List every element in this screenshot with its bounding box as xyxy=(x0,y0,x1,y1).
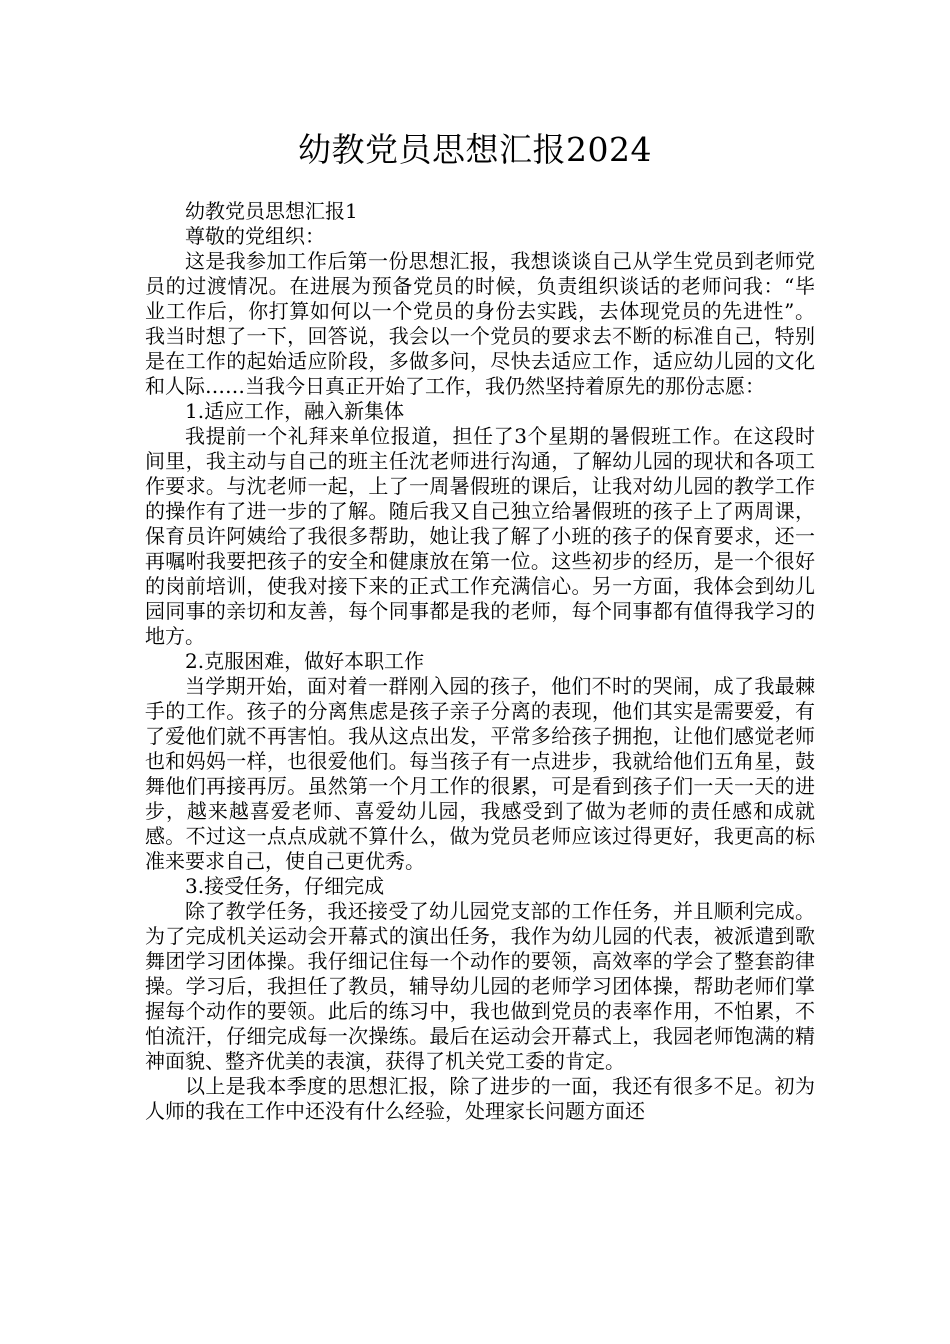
document-title: 幼教党员思想汇报2024 xyxy=(298,130,652,169)
report-subtitle: 幼教党员思想汇报1 xyxy=(185,199,358,223)
section-heading-1: 1.适应工作，融入新集体 xyxy=(185,399,405,423)
section-paragraph-3: 除了教学任务，我还接受了幼儿园党支部的工作任务，并且顺利完成。为了完成机关运动会开幕式的演出任务，我作为幼儿园的代表，被派遣到歌舞团学习团体操。我仔细记住每一个动作的要领，高效率的学会了整套韵律操。学习后，我担任了教员，辅导幼儿园的老师学习团体操，帮助老师们掌握每个动作的要领。此后的练习中，我也做到党员的表率作用，不怕累，不怕流汗，仔细完成每一次操练。最后在运动会开幕式上，我园老师饱满的精神面貌、整齐优美的表演，获得了机关党工委的肯定。 xyxy=(145,899,815,1073)
section-paragraph-1: 我提前一个礼拜来单位报道，担任了3个星期的暑假班工作。在这段时间里，我主动与自己的班主任沈老师进行沟通，了解幼儿园的现状和各项工作要求。与沈老师一起，上了一周暑假班的课后，让我对幼儿园的教学工作的操作有了进一步的了解。随后我又自己独立给暑假班的孩子上了两周课，保育员许阿姨给了我很多帮助，她让我了解了小班的孩子的保育要求，还一再嘱咐我要把孩子的安全和健康放在第一位。这些初步的经历，是一个很好的岗前培训，使我对接下来的正式工作充满信心。另一方面，我体会到幼儿园同事的亲切和友善，每个同事都是我的老师，每个同事都有值得我学习的地方。 xyxy=(145,424,815,648)
intro-paragraph: 这是我参加工作后第一份思想汇报，我想谈谈自己从学生党员到老师党员的过渡情况。在进展为预备党员的时候，负责组织谈话的老师问我：“毕业工作后，你打算如何以一个党员的身份去实践，去体现党员的先进性”。我当时想了一下，回答说，我会以一个党员的要求去不断的标准自己，特别是在工作的起始适应阶段，多做多问，尽快去适应工作，适应幼儿园的文化和人际……当我今日真正开始了工作，我仍然坚持着原先的那份志愿： xyxy=(145,249,815,398)
section-heading-3: 3.接受任务，仔细完成 xyxy=(185,874,385,898)
section-heading-2: 2.克服困难，做好本职工作 xyxy=(185,649,425,673)
closing-paragraph: 以上是我本季度的思想汇报，除了进步的一面，我还有很多不足。初为人师的我在工作中还没有什么经验，处理家长问题方面还 xyxy=(145,1074,815,1123)
document-body xyxy=(145,199,815,1124)
salutation: 尊敬的党组织： xyxy=(185,224,325,248)
section-paragraph-2: 当学期开始，面对着一群刚入园的孩子，他们不时的哭闹，成了我最棘手的工作。孩子的分离焦虑是孩子亲子分离的表现，他们其实是需要爱，有了爱他们就不再害怕。我从这点出发，平常多给孩子拥抱，让他们感觉老师也和妈妈一样，也很爱他们。每当孩子有一点进步，我就给他们五角星，鼓舞他们再接再厉。虽然第一个月工作的很累，可是看到孩子们一天一天的进步，越来越喜爱老师、喜爱幼儿园，我感受到了做为老师的责任感和成就感。不过这一点点成就不算什么，做为党员老师应该过得更好，我更高的标准来要求自己，使自己更优秀。 xyxy=(145,674,815,873)
